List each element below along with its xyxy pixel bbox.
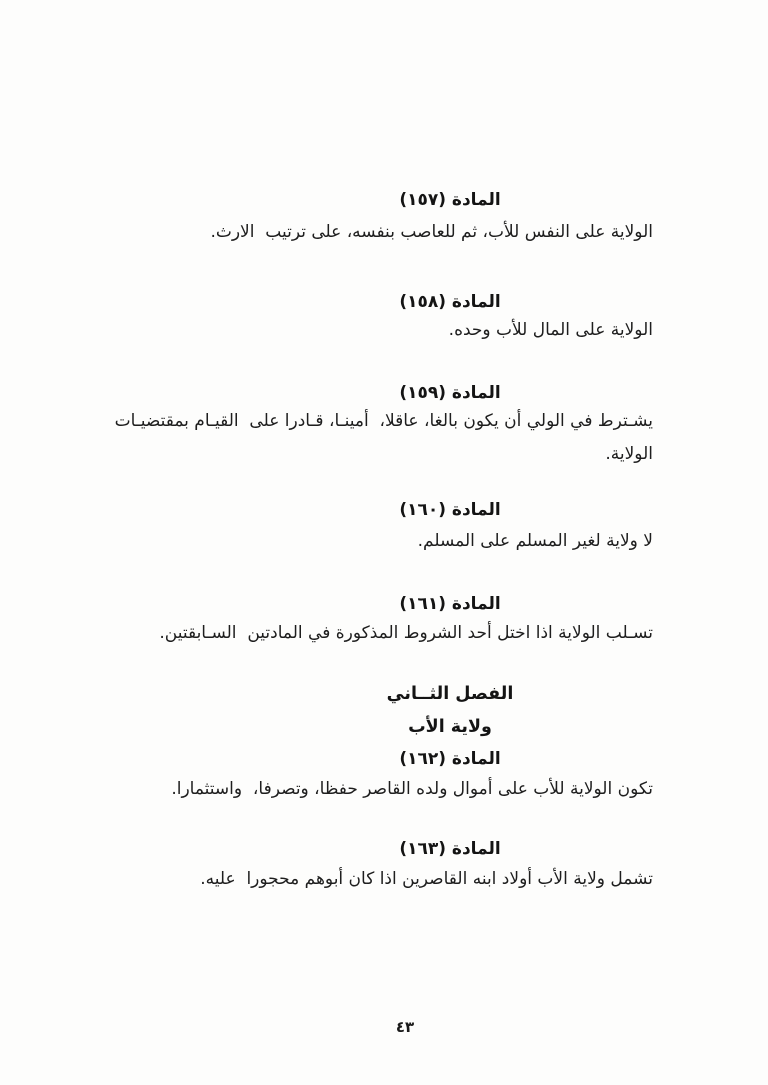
article-159-body-line-2: الولاية. (605, 444, 653, 464)
article-162-heading: المادة (١٦٢) (399, 749, 501, 769)
article-161-body: تسـلب الولاية اذا اختل أحد الشروط المذكورة في المادتين السـابقتين. (159, 623, 653, 643)
article-160-heading: المادة (١٦٠) (399, 500, 501, 520)
chapter-two-subtitle: ولاية الأب (408, 717, 492, 737)
page-number: ٤٣ (395, 1018, 415, 1036)
article-157-body: الولاية على النفس للأب، ثم للعاصب بنفسه، على ترتيب الارث. (210, 222, 653, 242)
article-158-heading: المادة (١٥٨) (399, 292, 501, 312)
article-159-heading: المادة (١٥٩) (399, 383, 501, 403)
article-160-body: لا ولاية لغير المسلم على المسلم. (417, 531, 653, 551)
article-163-body: تشمل ولاية الأب أولاد ابنه القاصرين اذا كان أبوهم محجورا عليه. (200, 869, 653, 889)
article-162-body: تكون الولاية للأب على أموال ولده القاصر حفظا، وتصرفا، واستثمارا. (171, 779, 653, 799)
article-158-body: الولاية على المال للأب وحده. (448, 320, 653, 340)
article-159-body-line-1: يشـترط في الولي أن يكون بالغا، عاقلا، أمينـا، قـادرا على القيـام بمقتضيـات (114, 411, 653, 431)
article-161-heading: المادة (١٦١) (399, 594, 501, 614)
article-163-heading: المادة (١٦٣) (399, 839, 501, 859)
article-157-heading: المادة (١٥٧) (399, 190, 501, 210)
chapter-two-title: الفصل الثــاني (386, 684, 514, 704)
